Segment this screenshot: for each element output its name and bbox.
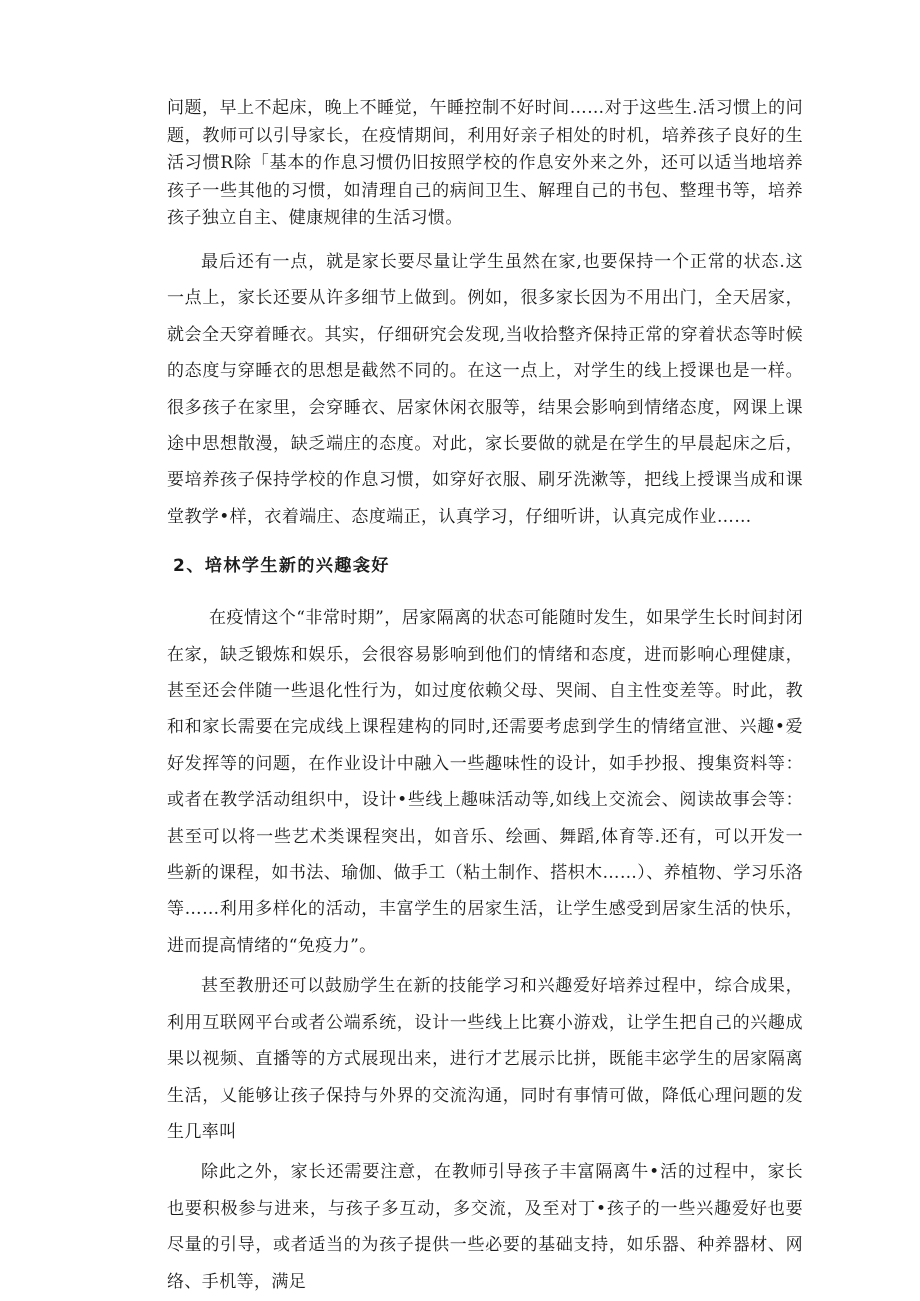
paragraph-special-period: 在疫情这个“非常时期”，居家隔离的状态可能随时发生，如果学生长时间封闭在家，缺乏锻炼和娱乐，会很容易影响到他们的情绪和态度，进而影响心理健康，甚至还会伴随一些退化性行为，如过度依赖父母、哭闹、自主性变差等。时此，教和和家长需要在完成线上课程建构的同时,还需要考虑到学生的情绪宣泄、兴趣•爱好发挥等的问题，在作业设计中融入一些趣味性的设计，如手抄报、搜集资料等：或者在教学活动组织中，设计•些线上趣味活动等,如线上交流会、阅读故事会等：甚至可以将一些艺术类课程突出，如音乐、绘画、舞蹈,体育等.还有，可以开发一些新的课程，如书法、瑜伽、做手工（粘土制作、搭枳木……）、养植物、学习乐洛等……利用多样化的活动，丰富学生的居家生活，让学生感受到居家生活的快乐，进而提高情绪的“免疫力”。 [167, 608, 803, 956]
document-body [167, 95, 803, 1300]
section-heading-interests: 2、培林学生新的兴趣衾好 [173, 556, 390, 577]
paragraph-living-habits: 问题，早上不起床，晚上不睡觉，午睡控制不好时间……对于这些生.活习惯上的问题，教师可以引导家长，在疫情期间，利用好亲子相处的时机，培养孩子良好的生活习惯R除「基本的作息习惯仍旧按照学校的作息安外来之外，还可以适当地培养孩子一些其他的习惯，如清理自己的病间卫生、解理自己的书包、整理书等，培养孩子独立自主、健康规律的生活习惯。 [167, 98, 803, 229]
paragraph-online-competitions: 甚至教册还可以鼓励学生在新的技能学习和兴趣爱好培养过程中，综合成果，利用互联网平台或者公端系统，设计一些线上比赛小游戏，让学生把自己的兴趣成果以视频、直播等的方式展现出来，进行才艺展示比拼，既能丰宓学生的居家隔离生活，乂能够让孩子保持与外界的交流沟通，同时有事情可做，降低心理问题的发生几率叫 [167, 976, 803, 1142]
paragraph-parent-participation: 除此之外，家长还需要注意，在教师引导孩子丰富隔离牛•活的过程中，家长也要积极参与进来，与孩子多互动，多交流，及至对丁•孩子的一些兴趣爱好也要尽量的引导，或者适当的为孩子提供一些必要的基础支持，如乐器、种养器材、网络、手机等，满足 [167, 1162, 803, 1292]
paragraph-normal-state: 最后还有一点，就是家长要尽量让学生虽然在家,也要保持一个正常的状态.这一点上，家长还要从许多细节上做到。例如，很多家长因为不用出门，全天居家，就会全天穿着睡衣。其实，仔细研究会发现,当收拾整齐保持正常的穿着状态等时候的态度与穿睡衣的思想是截然不同的。在这一点上，对学生的线上授课也是一样。很多孩子在家里，会穿睡衣、居家休闲衣服等，结果会影响到情绪态度，网课上课途中思想散漫，缺乏端庄的态度。对此，家长要做的就是在学生的早晨起床之后，要培养孩子保持学校的作息习惯，如穿好衣服、刷牙洗漱等，把线上授课当成和课堂教学•样，衣着端庄、态度端正，认真学习，仔细听讲，认真完成作业…… [167, 251, 803, 527]
